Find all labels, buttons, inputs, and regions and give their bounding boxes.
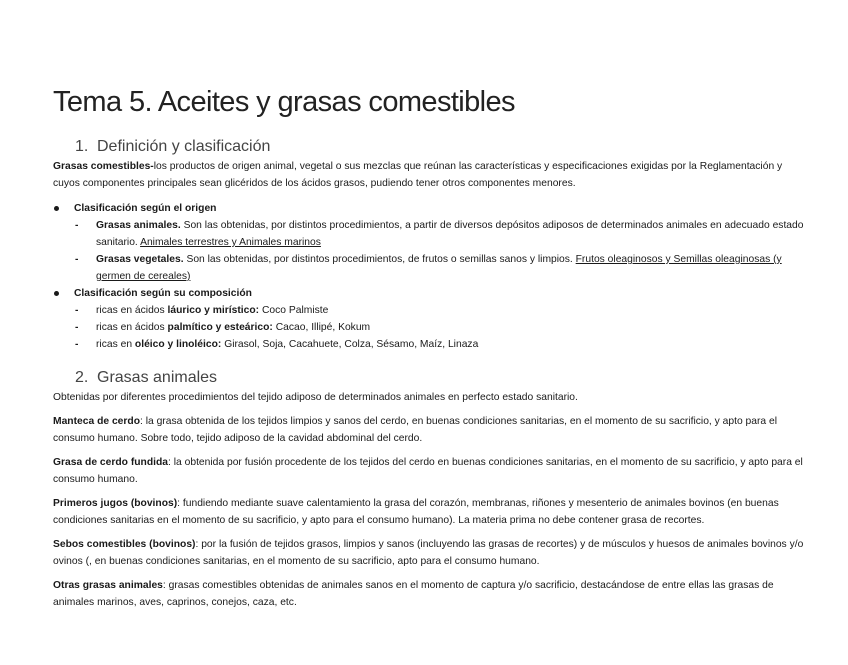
list-item [74, 336, 805, 353]
item-acid: oléico y linoléico: [134, 339, 222, 350]
paragraph-text: : grasas comestibles obtenidas de animales sanos en el momento de captura y/o sacrificio, destacándose de entre ellas las grasas de animales marinos, aves, caprinos, conejos, caza, etc. [53, 580, 774, 608]
animal-fats-text: Son las obtenidas, por distintos procedimientos, a partir de diversos depósitos adiposos de determinados animales en adecuado estado sanitario. [96, 220, 804, 248]
list-item [74, 251, 805, 285]
section1-heading [53, 136, 805, 158]
item-examples: Girasol, Soja, Cacahuete, Colza, Sésamo, Maíz, Linaza [221, 339, 479, 350]
item-examples: Coco Palmiste [259, 305, 329, 316]
definition-paragraph [53, 158, 805, 192]
list-item [74, 217, 805, 251]
list-item [74, 302, 805, 319]
origin-sublist [74, 217, 805, 285]
paragraph-premier-jus [53, 495, 805, 529]
origin-classification [53, 200, 805, 285]
composition-label: Clasificación según su composición [74, 288, 252, 299]
animal-fats-term: Grasas animales. [96, 220, 181, 231]
paragraph-term: Grasa de cerdo fundida [53, 457, 169, 468]
definition-term: Grasas comestibles- [53, 161, 154, 172]
definition-text: los productos de origen animal, vegetal o sus mezclas que reúnan las características y especificaciones exigidas por la Reglamentación y cuyos componentes principales sean glicéridos de los ácidos grasos, pudiendo tener otros componentes menores. [53, 161, 783, 189]
paragraph-text: : fundiendo mediante suave calentamiento la grasa del corazón, membranas, riñones y mesenterio de animales bovinos (en buenas condiciones sanitarias en el momento de su sacrificio, y apto para el consumo humano). La materia prima no debe contener grasa de recortes. [53, 498, 779, 526]
classification-list [53, 200, 805, 353]
paragraph-other-animal-fats [53, 577, 805, 611]
paragraph-lard [53, 413, 805, 447]
paragraph-rendered-pork-fat [53, 454, 805, 488]
list-item [74, 319, 805, 336]
section2-title: Grasas animales [97, 369, 218, 386]
paragraph-edible-tallow [53, 536, 805, 570]
section2-number: 2. [75, 369, 89, 386]
animal-fats-link: Animales terrestres y Animales marinos [140, 237, 321, 248]
animal-fats-intro: Obtenidas por diferentes procedimientos del tejido adiposo de determinados animales en perfecto estado sanitario. [53, 392, 578, 403]
section1-title: Definición y clasificación [97, 138, 271, 155]
section1-number: 1. [75, 138, 89, 155]
item-examples: Cacao, Illipé, Kokum [272, 322, 371, 333]
item-prefix: ricas en ácidos [96, 305, 168, 316]
origin-label: Clasificación según el origen [74, 203, 217, 214]
paragraph-text: : la obtenida por fusión procedente de los tejidos del cerdo en buenas condiciones sanitarias, en el momento de su sacrificio, y apto para el consumo humano. [53, 457, 803, 485]
item-prefix: ricas en [96, 339, 135, 350]
paragraph-term: Primeros jugos (bovinos) [53, 498, 178, 509]
paragraph-term: Otras grasas animales [53, 580, 163, 591]
vegetal-fats-link: Frutos oleaginosos y Semillas oleaginosas (y germen de cereales) [96, 254, 782, 282]
vegetal-fats-term: Grasas vegetales. [96, 254, 184, 265]
item-acid: palmítico y esteárico: [167, 322, 273, 333]
document-body [53, 136, 805, 611]
page-title: Tema 5. Aceites y grasas comestibles [53, 86, 515, 118]
paragraph-text: : la grasa obtenida de los tejidos limpios y sanos del cerdo, en buenas condiciones sanitarias, en el momento de su sacrificio, y apto para el consumo humano. Sobre todo, tejido adiposo de la cavidad abdominal del cerdo. [53, 416, 778, 444]
item-acid: láurico y mirístico: [167, 305, 260, 316]
paragraph-term: Sebos comestibles (bovinos) [53, 539, 196, 550]
paragraph-term: Manteca de cerdo [53, 416, 140, 427]
vegetal-fats-text: Son las obtenidas, por distintos procedimientos, de frutos o semillas sanos y limpios. [183, 254, 576, 265]
item-prefix: ricas en ácidos [96, 322, 168, 333]
composition-sublist [74, 302, 805, 353]
composition-classification [53, 285, 805, 353]
paragraph-text: : por la fusión de tejidos grasos, limpios y sanos (incluyendo las grasas de recortes) y de músculos y huesos de animales bovinos y/o ovinos (, en buenas condiciones sanitarias, en el momento de su sacrificio, apto para el consumo humano. [53, 539, 804, 567]
section2-heading [53, 367, 805, 389]
